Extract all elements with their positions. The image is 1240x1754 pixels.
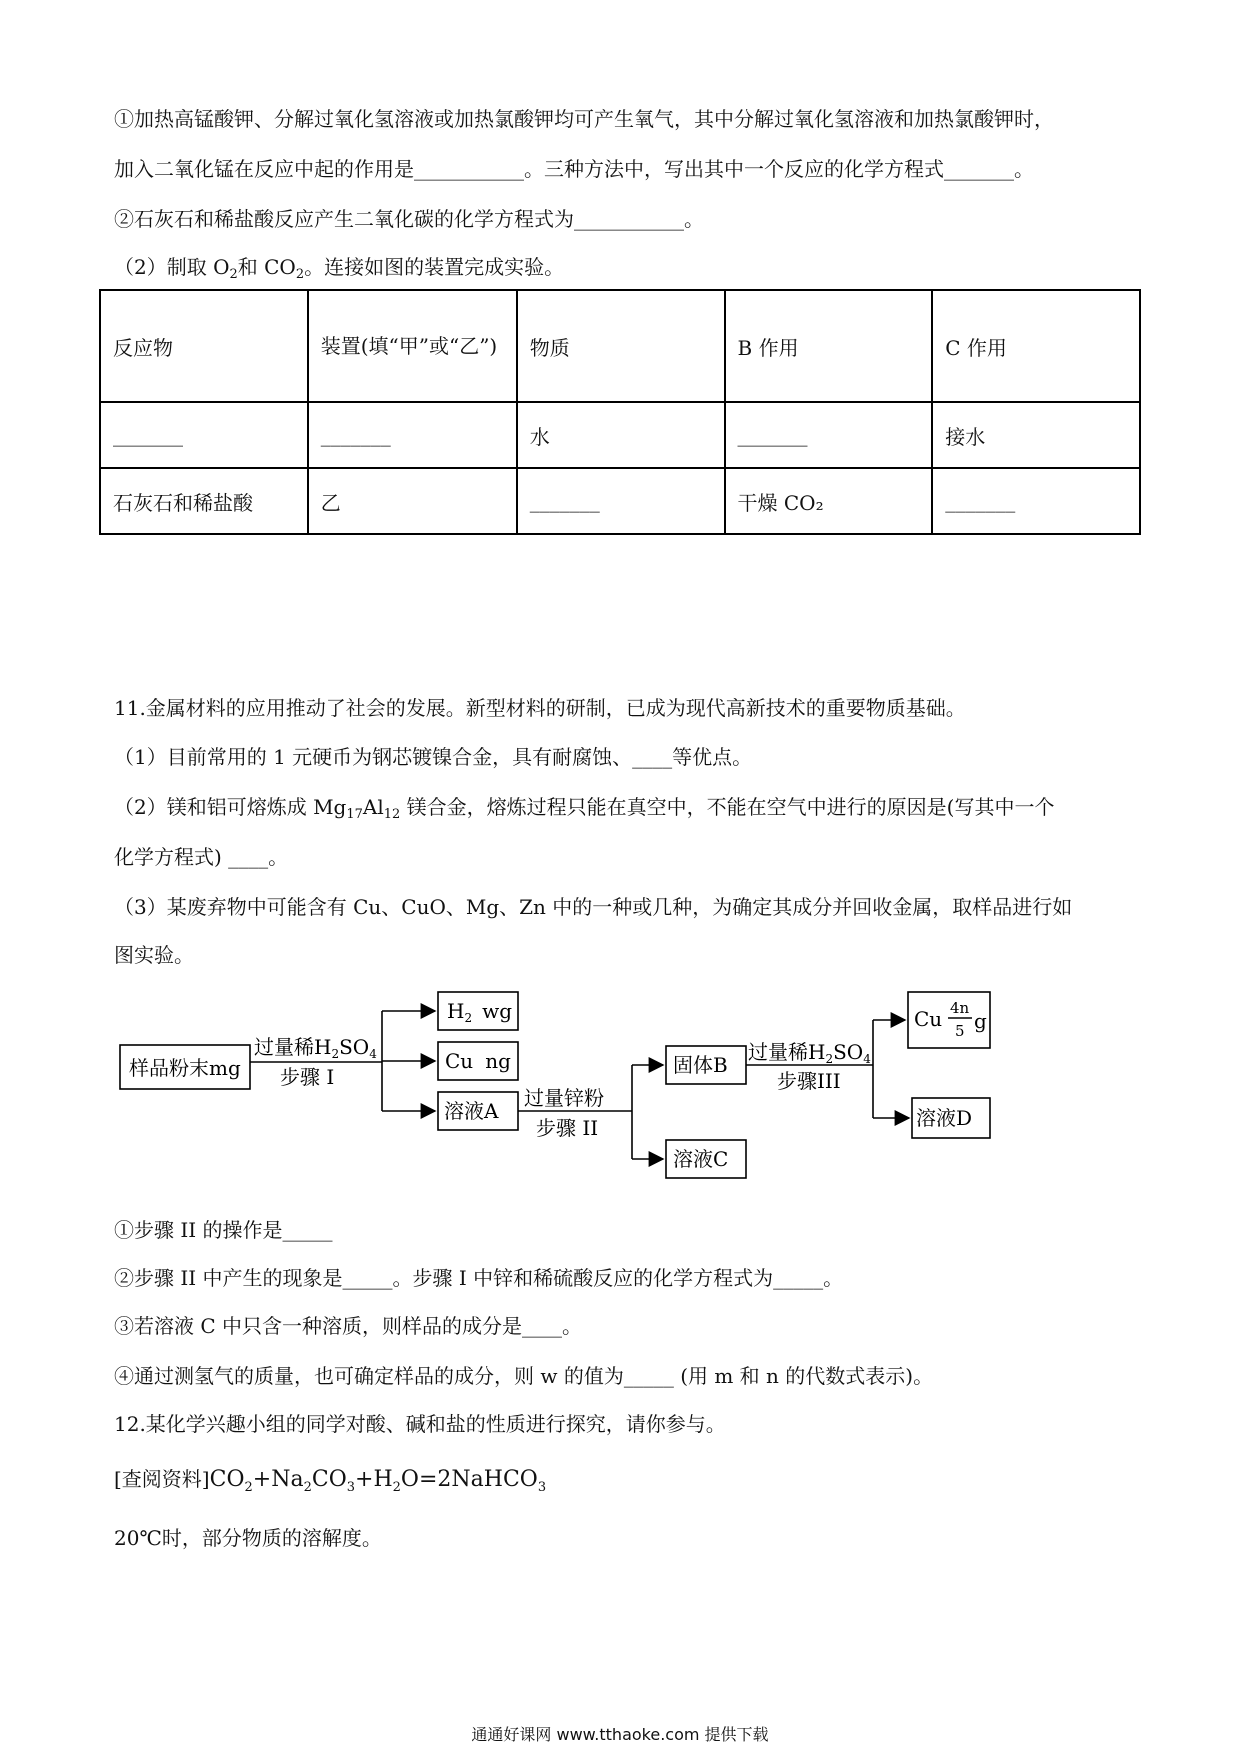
table-cell: 干燥 CO₂ xyxy=(725,468,933,534)
text-seg: Cu xyxy=(445,1049,474,1073)
q12-solubility: 20℃时，部分物质的溶解度。 xyxy=(114,1526,382,1550)
subscript: 2 xyxy=(825,1052,834,1066)
table-header-cell: C 作用 xyxy=(932,290,1140,402)
table-header-cell: 装置(填“甲”或“乙”) xyxy=(308,290,517,402)
subscript: 4 xyxy=(863,1052,871,1066)
label-cu2-denominator: 5 xyxy=(955,1022,965,1040)
text-line-2: 加入二氧化锰在反应中起的作用是___________。三种方法中，写出其中一个反应的化学方程式_______。 xyxy=(114,157,1034,181)
subscript: 4 xyxy=(369,1047,377,1061)
text-seg: O=2NaHCO xyxy=(400,1467,538,1492)
subscript: 2 xyxy=(464,1011,473,1025)
label-step2: 步骤 II xyxy=(536,1116,599,1140)
text-seg: wg xyxy=(482,999,513,1023)
q12-info xyxy=(114,1464,546,1503)
label-step3-reagent xyxy=(748,1040,871,1066)
label-h2 xyxy=(447,999,512,1025)
table-cell: _______ xyxy=(725,402,933,468)
label-sample: 样品粉末mg xyxy=(129,1056,241,1080)
label-cu2: Cu xyxy=(914,1007,943,1031)
text-seg: 。连接如图的装置完成实验。 xyxy=(304,255,565,279)
subscript: 2 xyxy=(331,1047,340,1061)
flow-diagram xyxy=(115,980,1015,1200)
label-solution-c: 溶液C xyxy=(673,1147,729,1171)
subscript: 2 xyxy=(244,1480,253,1495)
subscript: 2 xyxy=(392,1480,401,1495)
q11-part3-line2: 图实验。 xyxy=(114,943,194,967)
subscript: 17 xyxy=(346,807,363,822)
text-seg: 镁合金，熔炼过程只能在真空中，不能在空气中进行的原因是(写其中一个 xyxy=(400,795,1055,819)
table-header-row xyxy=(100,290,1140,402)
text-seg: CO xyxy=(311,1467,347,1492)
table-header-cell: 反应物 xyxy=(100,290,308,402)
subscript: 3 xyxy=(346,1480,356,1495)
q11-sub2: ②步骤 II 中产生的现象是_____。步骤 I 中锌和稀硫酸反应的化学方程式为_____。 xyxy=(114,1266,844,1290)
label-step1-reagent xyxy=(254,1035,377,1061)
q11-sub4: ④通过测氢气的质量，也可确定样品的成分，则 w 的值为_____ (用 m 和 n 的代数式表示)。 xyxy=(114,1364,934,1388)
text-seg: （2）制取 O xyxy=(114,255,230,279)
table-cell: _______ xyxy=(100,402,308,468)
table-cell: 水 xyxy=(517,402,725,468)
q11-sub1: ①步骤 II 的操作是_____ xyxy=(114,1218,333,1242)
table-cell: _______ xyxy=(932,468,1140,534)
table-cell: 接水 xyxy=(932,402,1140,468)
text-seg: ng xyxy=(485,1049,511,1073)
equation xyxy=(209,1467,547,1495)
text-seg: 过量稀H xyxy=(254,1035,332,1059)
text-seg: SO xyxy=(833,1040,864,1064)
label-cu2-unit: g xyxy=(974,1009,987,1033)
label-cu2-numerator: 4n xyxy=(950,999,970,1017)
table-row xyxy=(100,468,1140,534)
text-seg: （2）镁和铝可熔炼成 Mg xyxy=(114,795,347,819)
text-line-3: ②石灰石和稀盐酸反应产生二氧化碳的化学方程式为___________。 xyxy=(114,207,704,231)
text-seg: 和 CO xyxy=(237,255,296,279)
subscript: 2 xyxy=(295,267,305,282)
text-seg: CO xyxy=(209,1467,245,1492)
text-seg: SO xyxy=(339,1035,370,1059)
text-seg: +Na xyxy=(252,1467,304,1492)
text-seg: 过量稀H xyxy=(748,1040,826,1064)
subscript: 2 xyxy=(229,267,238,282)
label-solution-a: 溶液A xyxy=(444,1099,499,1123)
q12-title: 12.某化学兴趣小组的同学对酸、碱和盐的性质进行探究，请你参与。 xyxy=(114,1412,726,1436)
table-header-cell: B 作用 xyxy=(725,290,933,402)
text-seg: H xyxy=(447,999,465,1023)
q11-sub3: ③若溶液 C 中只含一种溶质，则样品的成分是____。 xyxy=(114,1314,583,1338)
subscript: 12 xyxy=(383,807,401,822)
text-line-1: ①加热高锰酸钾、分解过氧化氢溶液或加热氯酸钾均可产生氧气，其中分解过氧化氢溶液和加热氯酸钾时， xyxy=(114,107,1054,131)
label-step1: 步骤 I xyxy=(280,1065,335,1089)
subscript: 2 xyxy=(303,1480,312,1495)
q11-part2-line2: 化学方程式) ____。 xyxy=(114,845,289,869)
text-seg: Al xyxy=(362,795,384,819)
table-cell: _______ xyxy=(517,468,725,534)
table-cell: 石灰石和稀盐酸 xyxy=(100,468,308,534)
table-cell: _______ xyxy=(308,402,517,468)
table-cell: 乙 xyxy=(308,468,517,534)
label-cu1 xyxy=(445,1049,511,1073)
q11-part2 xyxy=(114,792,1054,830)
table-header-cell: 物质 xyxy=(517,290,725,402)
experiment-table xyxy=(99,289,1141,535)
label-solid-b: 固体B xyxy=(673,1053,728,1077)
q11-part1: （1）目前常用的 1 元硬币为钢芯镀镍合金，具有耐腐蚀、____等优点。 xyxy=(114,745,753,769)
label-step3: 步骤III xyxy=(777,1069,841,1093)
label-solution-d: 溶液D xyxy=(916,1106,973,1130)
text-seg: [查阅资料] xyxy=(114,1467,210,1491)
label-step2-reagent: 过量锌粉 xyxy=(524,1086,604,1110)
subscript: 3 xyxy=(537,1480,547,1495)
q11-part3: （3）某废弃物中可能含有 Cu、CuO、Mg、Zn 中的一种或几种，为确定其成分并回收金属，取样品进行如 xyxy=(114,895,1073,919)
page-footer: 通通好课网 www.tthaoke.com 提供下载 xyxy=(471,1725,769,1744)
table-row xyxy=(100,402,1140,468)
text-line-4 xyxy=(114,252,564,290)
q11-title: 11.金属材料的应用推动了社会的发展。新型材料的研制，已成为现代高新技术的重要物质基础。 xyxy=(114,696,966,720)
text-seg: +H xyxy=(355,1467,393,1492)
